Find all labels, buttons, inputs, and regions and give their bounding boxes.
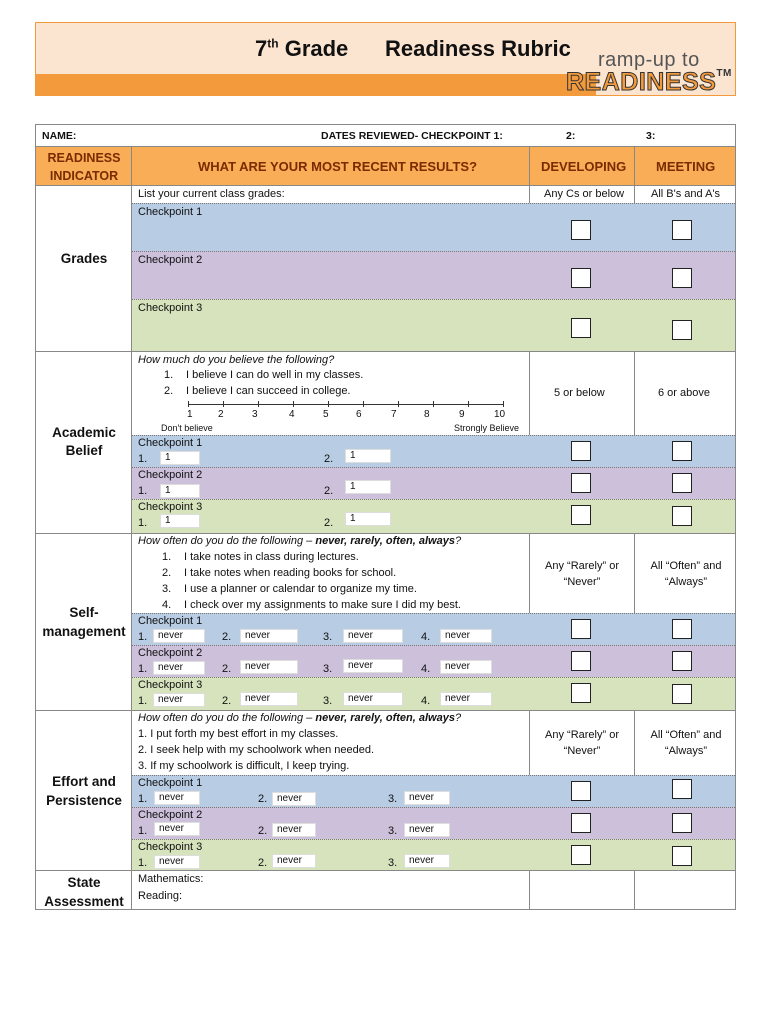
grades-developing-criteria: Any Cs or below [544, 188, 625, 200]
grades-checkpoint1-label: Checkpoint 1 [138, 206, 203, 218]
self-mgmt-cp2-q3-input[interactable]: never [343, 659, 403, 673]
logo: READINESS™ [566, 68, 732, 96]
grades-checkpoint2-band [132, 251, 735, 299]
checkpoint2-date-label: 2: [566, 130, 576, 142]
state-math-label: Mathematics: [138, 873, 204, 885]
header-orange-bar [36, 74, 596, 96]
academic-belief-item2: I believe I can succeed in college. [186, 385, 351, 397]
academic-belief-developing-criteria: 5 or below [554, 387, 605, 399]
grades-meeting-criteria: All B's and A's [651, 188, 721, 200]
grades-cp3-developing-checkbox[interactable] [571, 318, 591, 338]
grades-checkpoint3-band [132, 299, 735, 351]
self-management-developing-criteria: Any “Rarely” or “Never” [545, 560, 619, 588]
self-management-item4: I check over my assignments to make sure I did my best. [184, 599, 461, 611]
effort-item1: 1. I put forth my best effort in my classes. [138, 728, 339, 740]
effort-developing-criteria: Any “Rarely” or “Never” [545, 729, 619, 757]
results-header: WHAT ARE YOUR MOST RECENT RESULTS? [198, 159, 478, 174]
effort-cp3-q1-input[interactable]: never [154, 855, 200, 869]
self-mgmt-cp3-developing-checkbox[interactable] [571, 683, 591, 703]
effort-persistence-indicator: Effort and Persistence [46, 774, 122, 808]
academic-belief-meeting-criteria: 6 or above [658, 387, 710, 399]
academic-belief-indicator: Academic Belief [52, 425, 116, 458]
state-reading-label: Reading: [138, 890, 183, 902]
effort-cp1-q2-input[interactable]: never [272, 792, 316, 806]
self-mgmt-cp2-q2-input[interactable]: never [240, 660, 298, 674]
rubric-table: NAME: DATES REVIEWED- CHECKPOINT 1: 2: 3: READINESS INDICATOR WHAT ARE YOUR MOST RECENT RESULTS? DEVELOPING MEETING Grades List your current class grades: Any Cs or below All B's and A's Checkpoint 1 Checkpoint 2 Checkpoint 3 Academic Belief How much do you believe the following? 1. I believe I can do well in my classes. 2. I believe I can succeed in college. 5 or below 6 or above 1 2 3 4 5 6 7 8 9 10 Don't believe Strongly Believe Checkpoint 1 1. 1 2. 1 Checkpoint 2 1. 1 2. 1 Checkpoint 3 1. 1 2. 1 Self-management How often do you do the following – never, rarely, often, always? 1. I take notes in class during lectures. 2. I take notes when reading books for school. 3. I use a planner or calendar to organize my time. 4. I check over my assignments to make sure I did my best. Any “Rarely” or “Never” All “Often” and “Always” Checkpoint 1 1. never 2. never 3. never 4. never Checkpoint 2 1. never 2. never 3. never 4. never Checkpoint 3 1. never 2. never 3. never 4. never Effort and Persistence How often do you do the following – never, rarely, often, always? 1. I put forth my best effort in my classes. 2. I seek help with my schoolwork when needed. 3. If my schoolwork is difficult, I keep trying. Any “Rarely” or “Never” All “Often” and “Always” Checkpoint 1 1. never 2. never 3. never Checkpoint 2 1. never 2. never 3. never Checkpoint 3 1. never 2. never 3. never State Assessment Mathematics: Reading: [35, 124, 736, 910]
self-mgmt-cp1-q3-input[interactable]: never [343, 629, 403, 643]
self-mgmt-cp2-developing-checkbox[interactable] [571, 651, 591, 671]
self-mgmt-cp1-q2-input[interactable]: never [240, 629, 298, 643]
belief-scale-line [188, 404, 504, 405]
self-mgmt-cp2-q4-input[interactable]: never [440, 660, 492, 674]
self-mgmt-cp1-q4-input[interactable]: never [440, 629, 492, 643]
belief-cp2-item1-input[interactable]: 1 [160, 484, 200, 498]
self-mgmt-cp2-meeting-checkbox[interactable] [672, 651, 692, 671]
effort-cp1-meeting-checkbox[interactable] [672, 779, 692, 799]
grades-cp2-meeting-checkbox[interactable] [672, 268, 692, 288]
self-management-meeting-criteria: All “Often” and “Always” [650, 560, 722, 588]
grades-prompt: List your current class grades: [138, 188, 285, 200]
self-management-indicator: Self-management [42, 605, 126, 639]
belief-checkpoint2-band [132, 467, 735, 499]
belief-cp3-item1-input[interactable]: 1 [160, 514, 200, 528]
effort-item2: 2. I seek help with my schoolwork when needed. [138, 744, 375, 756]
effort-cp1-developing-checkbox[interactable] [571, 781, 591, 801]
grades-checkpoint2-label: Checkpoint 2 [138, 254, 203, 266]
readiness-indicator-header: READINESS INDICATOR [47, 151, 121, 183]
belief-cp2-item2-input[interactable]: 1 [345, 480, 391, 494]
belief-cp1-meeting-checkbox[interactable] [672, 441, 692, 461]
belief-cp1-item1-input[interactable]: 1 [160, 451, 200, 465]
belief-cp3-meeting-checkbox[interactable] [672, 506, 692, 526]
self-management-prompt: How often do you do the following – never, rarely, often, always? [138, 535, 462, 547]
effort-cp3-q2-input[interactable]: never [272, 854, 316, 868]
effort-cp1-q1-input[interactable]: never [154, 791, 200, 805]
logo-tagline: ramp-up to [598, 49, 700, 71]
effort-cp2-q3-input[interactable]: never [404, 823, 450, 837]
dates-reviewed-label: DATES REVIEWED- CHECKPOINT 1: [321, 130, 503, 142]
self-mgmt-cp3-meeting-checkbox[interactable] [672, 684, 692, 704]
self-mgmt-cp1-meeting-checkbox[interactable] [672, 619, 692, 639]
grades-checkpoint3-label: Checkpoint 3 [138, 302, 203, 314]
grades-cp1-meeting-checkbox[interactable] [672, 220, 692, 240]
grades-cp3-meeting-checkbox[interactable] [672, 320, 692, 340]
grades-indicator: Grades [60, 251, 108, 266]
self-mgmt-cp3-q4-input[interactable]: never [440, 692, 492, 706]
effort-prompt: How often do you do the following – never, rarely, often, always? [138, 712, 462, 724]
academic-belief-prompt: How much do you believe the following? [138, 354, 335, 366]
self-mgmt-cp3-q2-input[interactable]: never [240, 692, 298, 706]
effort-cp2-meeting-checkbox[interactable] [672, 813, 692, 833]
effort-cp2-q1-input[interactable]: never [154, 822, 200, 836]
belief-cp1-item2-input[interactable]: 1 [345, 449, 391, 463]
self-mgmt-cp1-q1-input[interactable]: never [153, 629, 205, 643]
belief-cp2-meeting-checkbox[interactable] [672, 473, 692, 493]
grades-cp1-developing-checkbox[interactable] [571, 220, 591, 240]
effort-cp3-q3-input[interactable]: never [404, 854, 450, 868]
meeting-header: MEETING [656, 159, 716, 174]
grades-cp2-developing-checkbox[interactable] [571, 268, 591, 288]
belief-cp3-developing-checkbox[interactable] [571, 505, 591, 525]
name-label: NAME: [42, 130, 77, 142]
grades-checkpoint1-band [132, 203, 735, 251]
belief-checkpoint3-band [132, 499, 735, 533]
state-assessment-indicator: State Assessment [44, 875, 124, 909]
self-mgmt-cp3-q1-input[interactable]: never [153, 693, 205, 707]
effort-item3: 3. If my schoolwork is difficult, I keep trying. [138, 760, 350, 772]
self-mgmt-cp2-q1-input[interactable]: never [153, 661, 205, 675]
academic-belief-item1: I believe I can do well in my classes. [186, 369, 364, 381]
self-management-item1: I take notes in class during lectures. [184, 551, 359, 563]
self-management-item2: I take notes when reading books for school. [184, 567, 397, 579]
effort-cp1-q3-input[interactable]: never [404, 791, 450, 805]
belief-cp2-developing-checkbox[interactable] [571, 473, 591, 493]
self-mgmt-cp3-q3-input[interactable]: never [343, 692, 403, 706]
belief-cp3-item2-input[interactable]: 1 [345, 512, 391, 526]
page-title: 7th Grade Readiness Rubric [255, 36, 571, 61]
effort-cp2-developing-checkbox[interactable] [571, 813, 591, 833]
checkpoint3-date-label: 3: [646, 130, 656, 142]
self-mgmt-cp1-developing-checkbox[interactable] [571, 619, 591, 639]
belief-checkpoint1-band [132, 435, 735, 467]
header-banner [35, 22, 736, 96]
effort-cp3-developing-checkbox[interactable] [571, 845, 591, 865]
effort-cp2-q2-input[interactable]: never [272, 823, 316, 837]
belief-cp1-developing-checkbox[interactable] [571, 441, 591, 461]
self-management-item3: I use a planner or calendar to organize my time. [184, 583, 417, 595]
effort-meeting-criteria: All “Often” and “Always” [650, 729, 722, 757]
scale-high-label: Strongly Believe [454, 423, 520, 433]
developing-header: DEVELOPING [541, 159, 627, 174]
scale-low-label: Don't believe [161, 423, 213, 433]
effort-cp3-meeting-checkbox[interactable] [672, 846, 692, 866]
